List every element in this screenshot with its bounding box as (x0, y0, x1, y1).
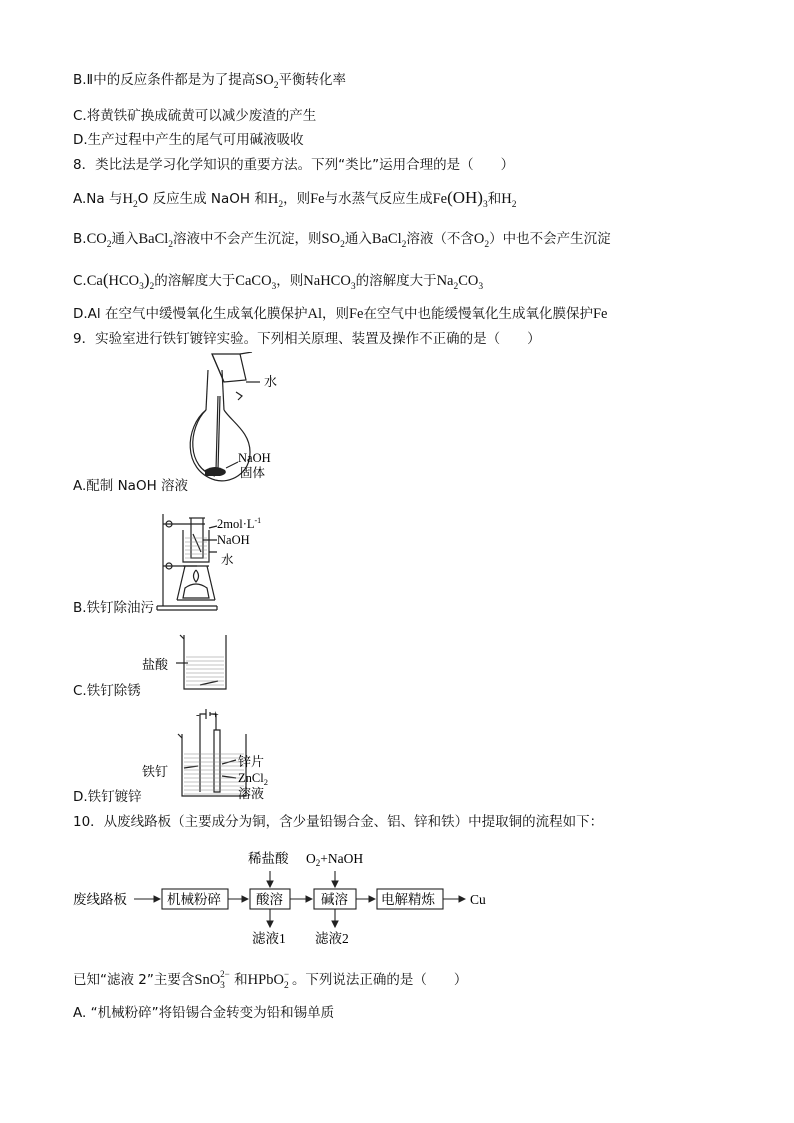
zinc-plate-label: 锌片 (238, 754, 265, 769)
flow-product: Cu (470, 892, 486, 907)
plus-sign: + (212, 707, 219, 721)
figure-rust-removal-beaker (140, 633, 240, 693)
q9-stem: 9．实验室进行铁钉镀锌实验。下列相关原理、装置及操作不正确的是（ ） (73, 331, 541, 347)
filtrate-2: 滤液2 (315, 931, 349, 946)
zncl2-label: ZnCl$_2$ (238, 771, 268, 787)
naoh-solid (205, 467, 226, 476)
flow-step-alkali: 碱溶 (321, 892, 348, 907)
q10-stem: 10．从废线路板（主要成分为铜，含少量铅锡合金、铝、锌和铁）中提取铜的流程如下： (73, 814, 604, 830)
figure-volumetric-flask (180, 352, 290, 492)
naoh-label: NaOH (217, 533, 250, 547)
flow-step-crushing: 机械粉碎 (167, 892, 221, 907)
q9-option-c: C.铁钉除锈 (73, 683, 141, 699)
q8-option-b: $B.CO_2$通入BaCl$_2$溶液中不会产生沉淀，则$SO_2$通入BaCl$_2$溶液（不含$O_2$）中也不会产生沉淀 (73, 231, 611, 250)
solid-label: 固体 (240, 466, 266, 480)
flow-step-acid: 酸溶 (256, 892, 283, 907)
q10-known: 已知“滤液 2”主要含SnO 2− 3 和HPbO − 2 。下列说法正确的是（ ） (73, 969, 468, 991)
figure-electroplating-cell (140, 706, 280, 802)
q8-stem: 8．类比法是学习化学知识的重要方法。下列“类比”运用合理的是（ ） (73, 157, 515, 173)
flow-step-electrorefining: 电解精炼 (381, 892, 435, 907)
solution-label: 溶液 (238, 786, 265, 801)
q8-option-a: A.Na 与$H_2O$ 反应生成 NaOH 和$H_2$，则Fe与水蒸气反应生成$Fe(OH)_3$和$H_2$ (73, 188, 517, 210)
naoh-label: NaOH (238, 451, 271, 465)
q9-option-a: A.配制 NaOH 溶液 (73, 478, 189, 494)
flowchart-copper-extraction (70, 845, 500, 951)
hydrochloric-acid-label: 盐酸 (142, 657, 169, 672)
q8-option-c: $C.Ca(HCO_3)_2$的溶解度大于CaCO$_3$，则NaHCO$_3$的溶解度大于$Na_2CO_3$ (73, 270, 484, 292)
reagent-o2-naoh: $O_2+NaOH$ (306, 851, 364, 868)
q7-option-d: D.生产过程中产生的尾气可用碱液吸收 (73, 132, 304, 148)
concentration-label: $2mol\cdot L^{-1}$ (217, 516, 262, 531)
figure-degreasing-apparatus (155, 508, 280, 612)
q10-option-a: A. “机械粉碎”将铅锡合金转变为铅和锡单质 (73, 1005, 335, 1021)
flow-start: 废线路板 (73, 892, 127, 907)
filtrate-1: 滤液1 (252, 931, 286, 946)
reagent-hcl: 稀盐酸 (248, 851, 289, 866)
minus-sign: - (196, 709, 200, 721)
water-label: 水 (221, 553, 234, 567)
iron-nail-label: 铁钉 (142, 764, 169, 779)
q9-option-d: D.铁钉镀锌 (73, 789, 142, 805)
q7-option-c: C.将黄铁矿换成硫黄可以减少废渣的产生 (73, 108, 317, 124)
q7-option-b: B.Ⅱ中的反应条件都是为了提高$SO_2$平衡转化率 (73, 72, 346, 91)
q9-option-b: B.铁钉除油污 (73, 600, 155, 616)
q8-option-d: D.Al 在空气中缓慢氧化生成氧化膜保护Al，则Fe在空气中也能缓慢氧化生成氧化膜保护Fe (73, 306, 608, 322)
water-label: 水 (264, 374, 278, 389)
